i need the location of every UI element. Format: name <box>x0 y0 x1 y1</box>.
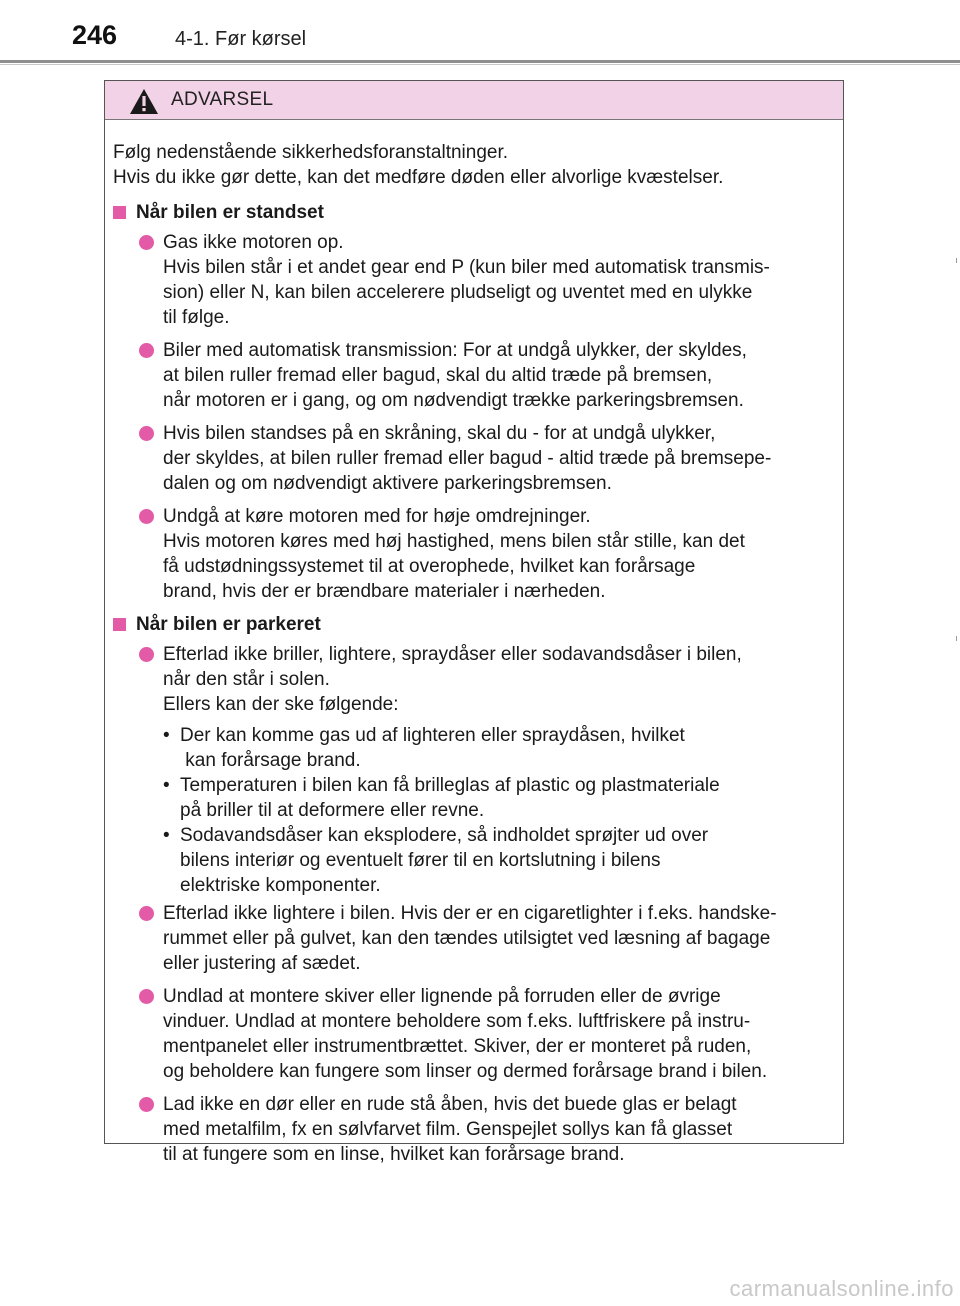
sub-line: på briller til at deformere eller revne. <box>180 800 485 821</box>
sub-line: Temperaturen i bilen kan få brilleglas af plastic og plastmateriale <box>180 775 720 796</box>
watermark: carmanualsonline.info <box>729 1276 954 1301</box>
header-divider <box>0 60 960 63</box>
sub-bullet-item <box>113 723 835 773</box>
item-line: til følge. <box>163 307 230 328</box>
dot-bullet-icon: • <box>163 825 170 846</box>
item-line: Gas ikke motoren op. <box>163 232 344 253</box>
warning-header <box>105 81 843 120</box>
dot-bullet-icon: • <box>163 775 170 796</box>
list-item <box>113 642 835 717</box>
section-heading-standset <box>113 200 835 225</box>
item-line: rummet eller på gulvet, kan den tændes utilsigtet ved læsning af bagage <box>163 928 771 949</box>
intro-line: Hvis du ikke gør dette, kan det medføre døden eller alvorlige kvæstelser. <box>113 167 724 188</box>
item-line: vinduer. Undlad at montere beholdere som f.eks. luftfriskere på instru- <box>163 1011 751 1032</box>
page-number: 246 <box>72 20 118 50</box>
round-bullet-icon <box>139 647 154 662</box>
round-bullet-icon <box>139 989 154 1004</box>
sub-line: Sodavandsdåser kan eksplodere, så indholdet sprøjter ud over <box>180 825 709 846</box>
sub-bullet-item <box>113 773 835 823</box>
square-bullet-icon <box>113 618 126 631</box>
list-item <box>113 1092 835 1167</box>
item-line: Undlad at montere skiver eller lignende på forruden eller de øvrige <box>163 986 721 1007</box>
item-line: brand, hvis der er brændbare materialer i nærheden. <box>163 581 606 602</box>
page-header <box>0 0 960 62</box>
warning-intro <box>113 140 835 190</box>
item-line: Ellers kan der ske følgende: <box>163 694 399 715</box>
round-bullet-icon <box>139 343 154 358</box>
list-item <box>113 984 835 1084</box>
sub-line: Der kan komme gas ud af lighteren eller spraydåsen, hvilket <box>180 725 685 746</box>
item-line: eller justering af sædet. <box>163 953 361 974</box>
item-line: at bilen ruller fremad eller bagud, skal du altid træde på bremsen, <box>163 365 713 386</box>
dot-bullet-icon: • <box>163 725 170 746</box>
sub-line: bilens interiør og eventuelt fører til en kortslutning i bilens <box>180 850 661 871</box>
warning-triangle-icon <box>129 88 159 115</box>
section-title: 4-1. Før kørsel <box>175 28 307 50</box>
item-line: Hvis bilen står i et andet gear end P (kun biler med automatisk transmis- <box>163 257 770 278</box>
item-line: Lad ikke en dør eller en rude stå åben, hvis det buede glas er belagt <box>163 1094 737 1115</box>
item-line: Undgå at køre motoren med for høje omdrejninger. <box>163 506 591 527</box>
warning-body <box>105 120 843 1167</box>
crop-mark <box>956 258 957 263</box>
item-line: Hvis motoren køres med høj hastighed, mens bilen står stille, kan det <box>163 531 745 552</box>
list-item <box>113 504 835 604</box>
list-item <box>113 338 835 413</box>
sub-bullet-list <box>113 723 835 898</box>
list-item <box>113 421 835 496</box>
round-bullet-icon <box>139 509 154 524</box>
header-divider-thin <box>0 64 960 65</box>
intro-line: Følg nedenstående sikkerhedsforanstaltninger. <box>113 142 509 163</box>
square-bullet-icon <box>113 206 126 219</box>
round-bullet-icon <box>139 906 154 921</box>
section-heading-text: Når bilen er parkeret <box>136 614 321 635</box>
item-line: når motoren er i gang, og om nødvendigt trække parkeringsbremsen. <box>163 390 744 411</box>
round-bullet-icon <box>139 1097 154 1112</box>
item-line: Efterlad ikke briller, lightere, spraydåser eller sodavandsdåser i bilen, <box>163 644 742 665</box>
item-line: og beholdere kan fungere som linser og dermed forårsage brand i bilen. <box>163 1061 768 1082</box>
item-line: når den står i solen. <box>163 669 330 690</box>
crop-mark <box>956 636 957 641</box>
item-line: Hvis bilen standses på en skråning, skal du - for at undgå ulykker, <box>163 423 716 444</box>
warning-title: ADVARSEL <box>171 89 274 110</box>
item-line: få udstødningssystemet til at overophede, hvilket kan forårsage <box>163 556 696 577</box>
item-line: mentpanelet eller instrumentbrættet. Skiver, der er monteret på ruden, <box>163 1036 752 1057</box>
round-bullet-icon <box>139 235 154 250</box>
sub-line: elektriske komponenter. <box>180 875 381 896</box>
item-line: til at fungere som en linse, hvilket kan forårsage brand. <box>163 1144 625 1165</box>
item-line: sion) eller N, kan bilen accelerere pludseligt og uventet med en ulykke <box>163 282 753 303</box>
sub-bullet-item <box>113 823 835 898</box>
sub-line: kan forårsage brand. <box>180 750 361 771</box>
warning-box <box>104 80 844 1165</box>
list-item <box>113 901 835 976</box>
round-bullet-icon <box>139 426 154 441</box>
item-line: dalen og om nødvendigt aktivere parkeringsbremsen. <box>163 473 612 494</box>
item-line: Biler med automatisk transmission: For at undgå ulykker, der skyldes, <box>163 340 747 361</box>
item-line: Efterlad ikke lightere i bilen. Hvis der er en cigaretlighter i f.eks. handske- <box>163 903 777 924</box>
item-line: der skyldes, at bilen ruller fremad eller bagud - altid træde på bremsepe- <box>163 448 772 469</box>
section-heading-parkeret <box>113 612 835 637</box>
item-line: med metalfilm, fx en sølvfarvet film. Genspejlet sollys kan få glasset <box>163 1119 733 1140</box>
section-heading-text: Når bilen er standset <box>136 202 324 223</box>
list-item <box>113 230 835 330</box>
